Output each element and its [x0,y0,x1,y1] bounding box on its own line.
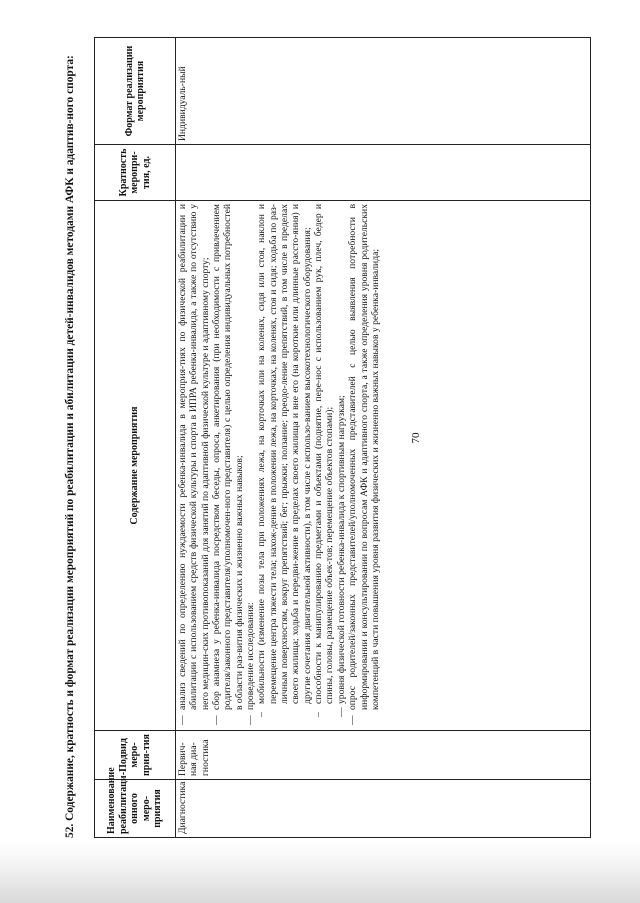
list-item-text: опрос родителей/законных представителей/уполномоченных представителей с целью выявления потребности в информировании и консультировании по вопросам АФК и адаптивного спорта, а также определения уровня родительских компетенций в части повышения уровня развития физических и жизненно важных навыков у ребенка-инвалида; [347,204,381,710]
measures-table [94,37,591,838]
list-dash: – [313,712,325,717]
list-item [347,204,381,727]
section-title: 52. Содержание, кратность и формат реализации мероприятий по реабилитации и абилитации детей-инвалидов методами АФК и адаптив-ного спорта: [64,55,76,838]
rotated-page [64,38,594,838]
list-dash: — [335,707,347,717]
list-item [313,204,336,727]
cell-format: Индивидуаль-ный [176,38,591,145]
list-dash: — [245,715,257,725]
header-multiplicity: Кратность меропри-тия, ед. [95,145,176,201]
cell-multiplicity [176,145,591,201]
list-item-text: уровня физической готовности ребенка-инвалида к спортивным нагрузкам; [335,395,347,704]
list-dash: — [211,715,223,725]
list-item [256,204,313,727]
list-dash: – [256,712,268,717]
list-dash: — [177,715,188,725]
table-header-row [95,38,176,838]
table-row [176,38,591,838]
header-subtype: Подвид меро-прия-тия [95,731,176,780]
content-list [177,204,381,727]
page-number: 70 [410,432,422,444]
header-content: Содержание мероприятия [95,201,176,731]
list-item-text: анализ сведений по определению нуждаемости ребенка-инвалида в мероприя-тиях по физической реабилитации и абилитации с использованием средств физической культуры и спорта в ИПРА ребенка-инвалида, а также по отсутствию у него медицин-ских противопоказаний для занятий по адаптивной физической культуре и адаптивному спорту; [177,204,211,710]
list-item-text: сбор анамнеза у ребенка-инвалида посредством беседы, опроса, анкетирования (при необходимости с привлечением родителя/законного представителя/уполномочен-ного представителя) с целью определения индивидуальных потребностей в области раз-вития физических и жизненно важных навыков; [211,204,245,710]
header-format: Формат реализации мероприятия [95,38,176,145]
header-name: Наименование реабилитаци-онного меро-приятия [95,780,176,838]
cell-subtype: Первич-ная диа-гностика [176,731,591,780]
scan-edge-shadow [0,841,640,903]
list-item-text: мобильности (изменение позы тела при положениях лежа, на корточках или на коленях, сидя или стоя, наклон и перемещение центра тяжести тела; нахож-дение в положении лежа, на корточках, на коленях, стоя и сидя; ходьба по раз-личным поверхностям, вокруг препятствий; бег; прыжки; ползание; преодо-ление препятствий, в том числе в пределах своего жилища; ходьба и передви-жение в пределах своего жилища и вне его (на короткие или длинные рассто-яния) и другие сочетания двигательной активности), в том числе с использо-ванием высокотехнологического оборудования; [256,204,313,704]
list-item [336,204,347,727]
list-item [211,204,245,727]
list-item-text: проведение исследования: [245,602,257,710]
list-item [245,204,256,727]
list-item-text: способности к манипулированию предметами и объектами (поднятие, пере-нос с использованием рук, плеч, бедер и спины, головы, размещение объек-тов; перемещение объектов стопами); [313,204,336,704]
list-dash: — [347,715,359,725]
cell-content [176,201,591,731]
cell-name: Диагностика [176,780,591,838]
list-item [177,204,211,727]
